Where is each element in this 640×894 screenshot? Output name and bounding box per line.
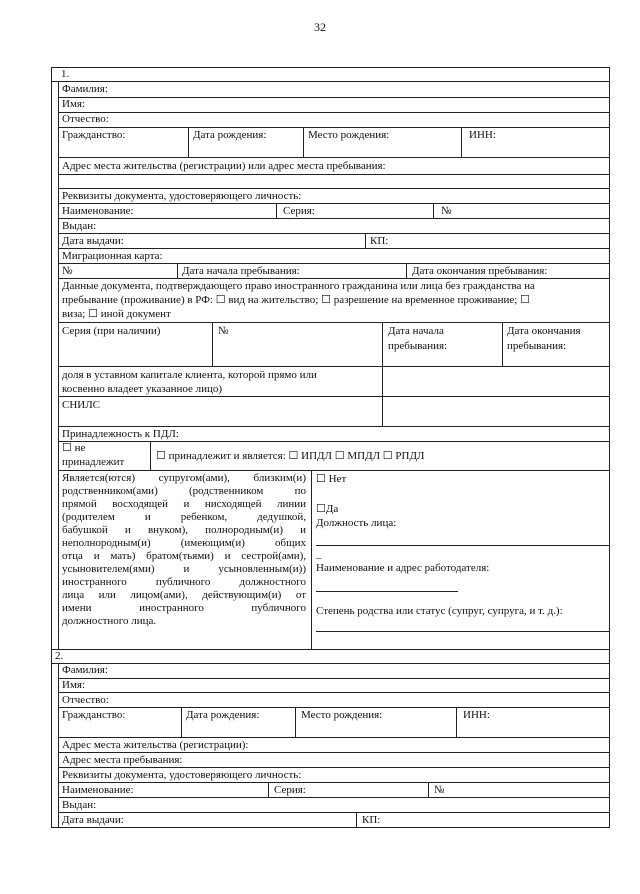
address-stay-label: Адрес места пребывания: [62,754,183,766]
yes-checkbox: ☐Да [316,503,339,515]
birth-place-label: Место рождения: [301,709,383,721]
rd-start-label-1: Дата начала [388,325,444,337]
kp-label: КП: [362,814,381,826]
issued-by-label: Выдан: [62,220,97,232]
position-dash: _ [316,548,322,560]
residence-doc-text-2: пребывание (проживание) в РФ: ☐ вид на жительство; ☐ разрешение на временное проживание; ☐ [62,294,530,306]
citizenship-label: Гражданство: [62,129,126,141]
inn-label: ИНН: [463,709,490,721]
series-label: Серия: [283,205,315,217]
doc-name-label: Наименование: [62,205,134,217]
id-doc-label: Реквизиты документа, удостоверяющего личность: [62,190,302,202]
inn-label: ИНН: [469,129,496,141]
surname-label: Фамилия: [62,83,108,95]
number-label: № [434,784,445,796]
section-number: 1. [61,68,70,80]
page-number: 32 [314,20,326,34]
number-label: № [441,205,452,217]
rd-end-label-1: Дата окончания [507,325,581,337]
citizenship-label: Гражданство: [62,709,126,721]
name-label: Имя: [62,98,86,110]
employer-label: Наименование и адрес работодателя: [316,562,490,574]
patronymic-label: Отчество: [62,113,109,125]
rd-start-label-2: пребывания: [388,340,448,352]
not-belong-checkbox-1: ☐ не [62,442,86,454]
issue-date-label: Дата выдачи: [62,814,124,826]
kp-label: КП: [370,235,389,247]
rd-number-label: № [218,325,229,337]
address-reg-label: Адрес места жительства (регистрации): [62,739,249,751]
pep-label: Принадлежность к ПДЛ: [62,428,179,440]
rd-end-label-2: пребывания: [507,340,567,352]
surname-label: Фамилия: [62,664,108,676]
birth-date-label: Дата рождения: [186,709,260,721]
residence-doc-text-3: виза; ☐ иной документ [62,308,171,320]
kinship-label: Степень родства или статус (супруг, супруга, и т. д.): [316,605,563,617]
name-label: Имя: [62,679,86,691]
issued-by-label: Выдан: [62,799,97,811]
position-label: Должность лица: [316,517,397,529]
share-text-2: косвенно владеет указанное лицо) [62,383,223,395]
relation-text: Является(ются) супругом(ами), близким(и) родственником(ами) (родственником по прямой восходящей и нисходящей линии (родителем и ребенком, дедушкой, бабушкой и внуком), полнородным(и) и неполнородным(и) (имеющим(и) общих отца и мать) братом(тьями) и сестрой(ами), усыновителем(ями) и усыновленным(и)) иностранного публичного должностного лица или лицом(ами), действующим(и) от имени иностранного публичного должностного лица. [62,472,306,627]
snils-label: СНИЛС [62,399,101,411]
migration-card-label: Миграционная карта: [62,250,163,262]
belongs-checkbox-row: ☐ принадлежит и является: ☐ ИПДЛ ☐ МПДЛ ☐ РПДЛ [156,450,425,462]
address-label: Адрес места жительства (регистрации) или адрес места пребывания: [62,160,386,172]
patronymic-label: Отчество: [62,694,109,706]
birth-place-label: Место рождения: [308,129,390,141]
doc-name-label: Наименование: [62,784,134,796]
residence-doc-text-1: Данные документа, подтверждающего право иностранного гражданина или лица без гражданства на [62,280,535,292]
section-number: 2. [55,650,64,662]
share-text-1: доля в уставном капитале клиента, которой прямо или [62,369,317,381]
series-label: Серия: [274,784,306,796]
stay-end-label: Дата окончания пребывания: [412,265,548,277]
series-optional-label: Серия (при наличии) [62,325,161,337]
not-belong-checkbox-2: принадлежит [62,456,125,468]
birth-date-label: Дата рождения: [193,129,267,141]
mc-number-label: № [62,265,73,277]
stay-start-label: Дата начала пребывания: [182,265,300,277]
issue-date-label: Дата выдачи: [62,235,124,247]
id-doc-label: Реквизиты документа, удостоверяющего личность: [62,769,302,781]
no-checkbox: ☐ Нет [316,473,347,485]
